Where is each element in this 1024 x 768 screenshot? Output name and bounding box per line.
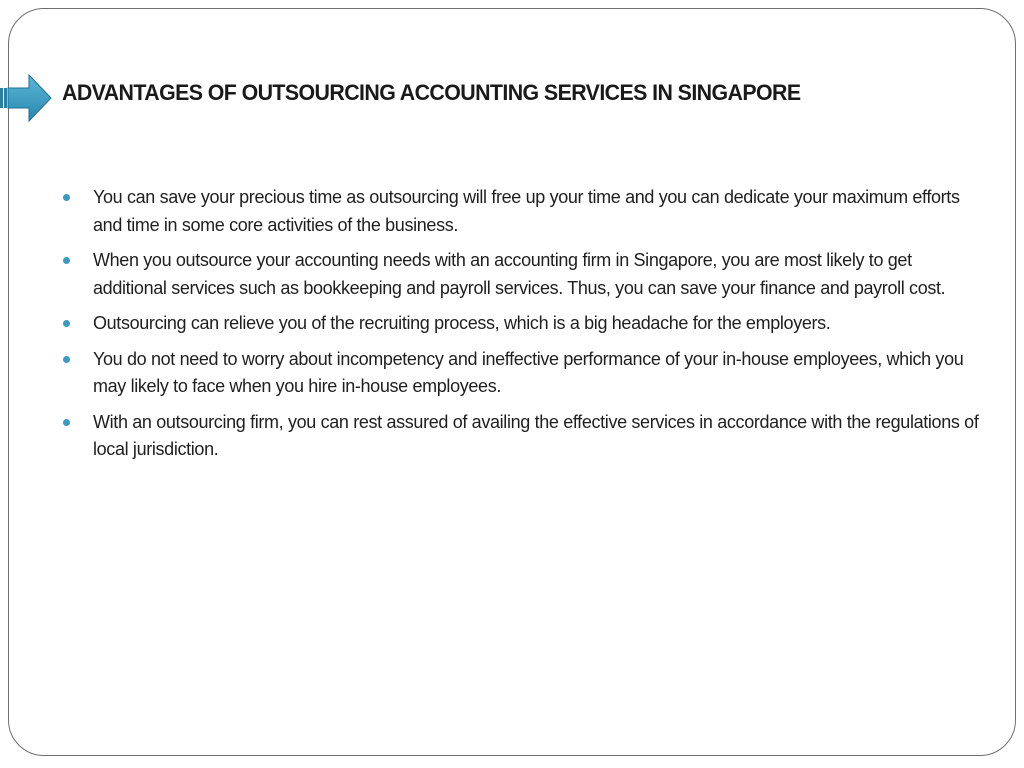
bullet-text: When you outsource your accounting needs with an accounting firm in Singapore, you are most likely to get additional services such as bookkeeping and payroll services. Thus, you can save your finance and payroll cost. bbox=[93, 250, 946, 298]
bullet-dot-icon bbox=[63, 194, 70, 201]
list-item bbox=[62, 247, 982, 302]
list-item bbox=[62, 184, 982, 239]
bullet-dot-icon bbox=[63, 257, 70, 264]
right-arrow-icon bbox=[0, 73, 52, 123]
bullet-text: Outsourcing can relieve you of the recruiting process, which is a big headache for the employers. bbox=[93, 313, 831, 333]
list-item bbox=[62, 346, 982, 401]
bullet-text: You can save your precious time as outsourcing will free up your time and you can dedicate your maximum efforts and time in some core activities of the business. bbox=[93, 187, 960, 235]
list-item bbox=[62, 409, 982, 464]
bullet-text: With an outsourcing firm, you can rest assured of availing the effective services in accordance with the regulations of local jurisdiction. bbox=[93, 411, 979, 459]
bullet-dot-icon bbox=[63, 320, 70, 327]
bullet-dot-icon bbox=[63, 419, 70, 426]
bullet-dot-icon bbox=[63, 356, 70, 363]
bullet-text: You do not need to worry about incompetency and ineffective performance of your in-house employees, which you may likely to face when you hire in-house employees. bbox=[93, 348, 964, 396]
bullet-list bbox=[62, 184, 982, 472]
slide-title: ADVANTAGES OF OUTSOURCING ACCOUNTING SERVICES IN SINGAPORE bbox=[62, 80, 801, 105]
list-item bbox=[62, 310, 982, 338]
